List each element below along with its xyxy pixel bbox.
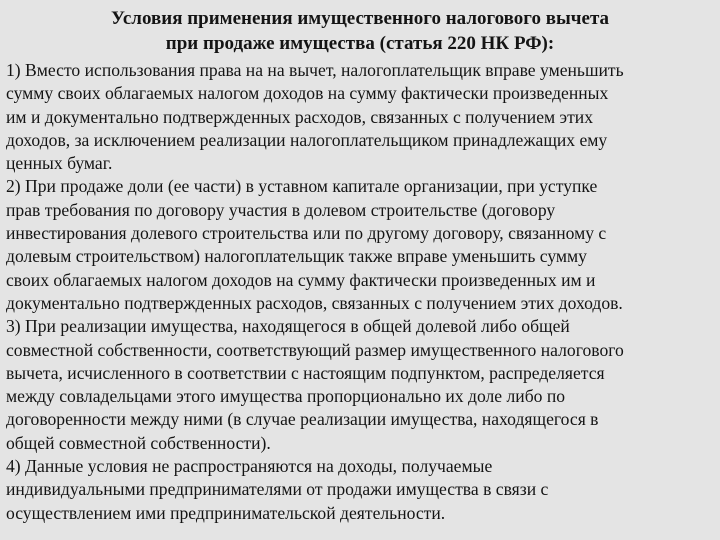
text-line: 1) Вместо использования права на на вычет, налогоплательщик вправе уменьшить — [6, 60, 624, 80]
text-line: доходов, за исключением реализации налогоплательщиком принадлежащих ему — [6, 129, 608, 150]
text-line: им и документально подтвержденных расходов, связанных с получением этих — [6, 106, 594, 127]
text-line: 3) При реализации имущества, находящегося в общей долевой либо общей — [6, 316, 570, 337]
text-line: прав требования по договору участия в долевом строительстве (договору — [6, 199, 556, 220]
text-line: осуществлением ими предпринимательской деятельности. — [6, 502, 446, 523]
text-line: договоренности между ними (в случае реализации имущества, находящегося в — [6, 409, 599, 430]
text-line: 2) При продаже доли (ее части) в уставном капитале организации, при уступке — [6, 176, 598, 197]
title-line: Условия применения имущественного налогового вычета — [110, 8, 610, 29]
text-line: своих облагаемых налогом доходов на сумму фактически произведенных им и — [6, 269, 596, 290]
text-line: индивидуальными предпринимателями от продажи имущества в связи с — [6, 479, 549, 500]
text-line: вычета, исчисленного в соответствии с настоящим подпунктом, распределяется — [6, 362, 605, 383]
text-line: между совладельцами этого имущества пропорционально их доле либо по — [6, 386, 566, 407]
text-line: долевым строительством) налогоплательщик также вправе уменьшить сумму — [6, 246, 587, 267]
body-text — [6, 59, 718, 525]
text-line: сумму своих облагаемых налогом доходов на сумму фактически произведенных — [6, 83, 609, 104]
text-line: общей совместной собственности). — [6, 432, 271, 453]
text-line: 4) Данные условия не распространяются на доходы, получаемые — [6, 456, 493, 477]
text-line: ценных бумаг. — [6, 153, 113, 174]
title-line: при продаже имущества (статья 220 НК РФ): — [165, 33, 555, 54]
text-line: инвестирования долевого строительства или по другому договору, связанному с — [6, 223, 607, 244]
page-title — [0, 6, 720, 56]
text-line: документально подтвержденных расходов, связанных с получением этих доходов. — [6, 292, 623, 313]
text-line: совместной собственности, соответствующий размер имущественного налогового — [6, 339, 624, 360]
